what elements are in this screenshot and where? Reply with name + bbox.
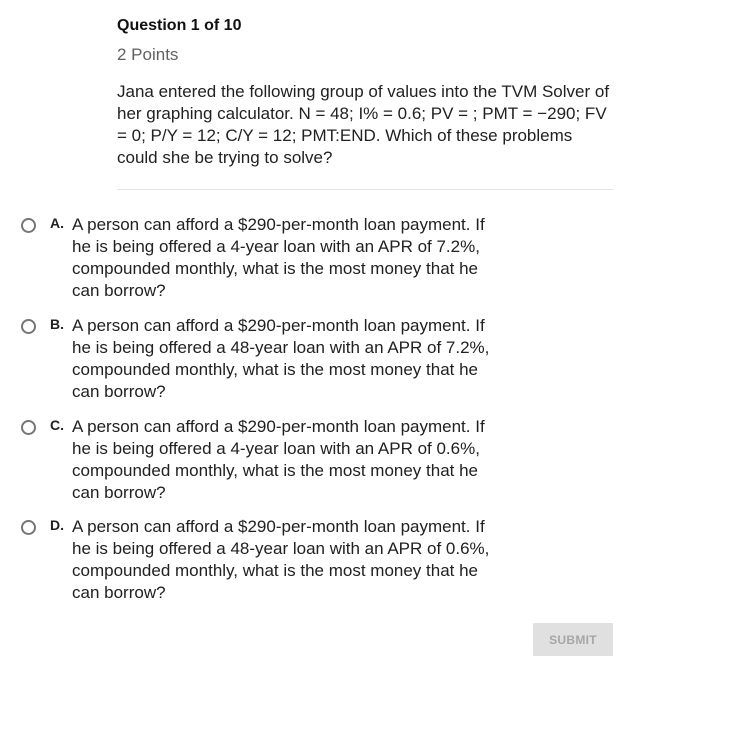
- radio-button-d[interactable]: [21, 520, 36, 535]
- radio-button-a[interactable]: [21, 218, 36, 233]
- option-text: A person can afford a $290-per-month loan payment. If he is being offered a 4-year loan with an APR of 0.6%, compounded monthly, what is the most money that he can borrow?: [72, 417, 485, 502]
- option-text: A person can afford a $290-per-month loan payment. If he is being offered a 48-year loan with an APR of 7.2%, compounded monthly, what is the most money that he can borrow?: [72, 316, 490, 401]
- submit-button[interactable]: SUBMIT: [533, 623, 613, 656]
- option-letter: D.: [50, 517, 64, 533]
- option-text: A person can afford a $290-per-month loan payment. If he is being offered a 48-year loan with an APR of 0.6%, compounded monthly, what is the most money that he can borrow?: [72, 517, 490, 602]
- question-points: 2 Points: [117, 45, 179, 64]
- option-letter: A.: [50, 215, 64, 231]
- radio-button-b[interactable]: [21, 319, 36, 334]
- question-number: Question 1 of 10: [117, 17, 242, 34]
- question-text: Jana entered the following group of values into the TVM Solver of her graphing calculator. N = 48; I% = 0.6; PV = ; PMT = −290; FV = 0; P/Y = 12; C/Y = 12; PMT:END. Which of these problems could she be trying to solve?: [117, 82, 610, 167]
- option-letter: B.: [50, 316, 64, 332]
- radio-button-c[interactable]: [21, 420, 36, 435]
- option-letter: C.: [50, 417, 64, 433]
- option-text: A person can afford a $290-per-month loan payment. If he is being offered a 4-year loan with an APR of 7.2%, compounded monthly, what is the most money that he can borrow?: [72, 215, 485, 300]
- divider: [117, 189, 613, 190]
